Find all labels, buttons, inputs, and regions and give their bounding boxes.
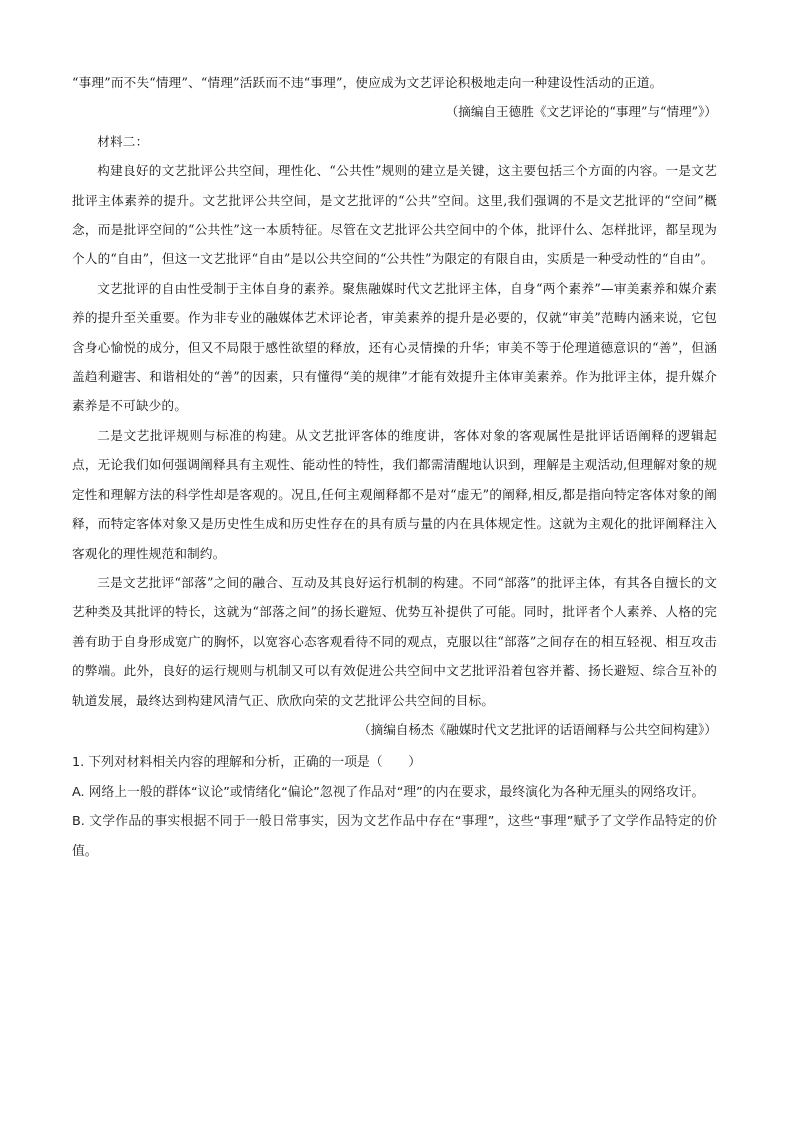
- material-2-paragraph-4: 三是文艺批评“部落”之间的融合、互动及其良好运行机制的构建。不同“部落”的批评主体，有其各自擅长的文艺种类及其批评的特长，这就为“部落之间”的扬长避短、优势互补提供了可能。同时，批评者个人素养、人格的完善有助于自身形成宽广的胸怀，以宽容心态客观看待不同的观点，克服以往“部落”之间存在的相互轻视、相互攻击的弊端。此外，良好的运行规则与机制又可以有效促进公共空间中文艺批评沿着包容并蓄、扬长避短、综合互补的轨道发展，最终达到构建风清气正、欣欣向荣的文艺批评公共空间的目标。: [72, 574, 717, 708]
- question-1: 1. 下列对材料相关内容的理解和分析，正确的一项是（ ）: [72, 755, 421, 771]
- document-content: [72, 68, 717, 866]
- continued-paragraph: “事理”而不失“情理”、“情理”活跃而不违“事理”，使应成为文艺评论积极地走向一种建设性活动的正道。: [72, 75, 663, 90]
- option-a: A. 网络上一般的群体“议论”或情绪化“偏论”忽视了作品对“理”的内在要求，最终演化为各种无厘头的网络攻讦。: [72, 784, 705, 800]
- material-2-paragraph-1: 构建良好的文艺批评公共空间，理性化、“公共性”规则的建立是关键，这主要包括三个方面的内容。一是文艺批评主体素养的提升。文艺批评公共空间，是文艺批评的“公共”空间。这里,我们强调的不是文艺批评的“空间”概念，而是批评空间的“公共性”这一本质特征。尽管在文艺批评公共空间中的个体，批评什么、怎样批评，都呈现为个人的“自由”，但这一文艺批评“自由”是以公共空间的“公共性”为限定的有限自由，实质是一种受动性的“自由”。: [72, 163, 717, 267]
- material-2-paragraph-2: 文艺批评的自由性受制于主体自身的素养。聚焦融媒时代文艺批评主体，自身“两个素养”—审美素养和媒介素养的提升至关重要。作为非专业的融媒体艺术评论者，审美素养的提升是必要的，仅就“审美”范畴内涵来说，它包含身心愉悦的成分，但又不局限于感性欲望的释放，还有心灵情操的升华；审美不等于伦理道德意识的“善”，但涵盖趋利避害、和谐相处的“善”的因素，只有懂得“美的规律”才能有效提升主体审美素养。作为批评主体，提升媒介素养是不可缺少的。: [72, 280, 717, 414]
- material-2-title: 材料二：: [97, 133, 149, 149]
- material-2-paragraph-3: 二是文艺批评规则与标准的构建。从文艺批评客体的维度讲，客体对象的客观属性是批评话语阐释的逻辑起点，无论我们如何强调阐释具有主观性、能动性的特性，我们都需清醒地认识到，理解是主观活动,但理解对象的规定性和理解方法的科学性却是客观的。况且,任何主观阐释都不是对“虚无”的阐释,相反,都是指向特定客体对象的阐释，而特定客体对象又是历史性生成和历史性存在的具有质与量的内在具体规定性。这就为主观化的批评阐释注入客观化的理性规范和制约。: [72, 427, 717, 561]
- source-citation-1: （摘编自王德胜《文艺评论的“事理”与“情理”》）: [445, 104, 717, 120]
- option-b: B. 文学作品的事实根据不同于一般日常事实，因为文艺作品中存在“事理”，这些“事理”赋予了文学作品特定的价值。: [72, 814, 717, 859]
- source-citation-2: （摘编自杨杰《融媒时代文艺批评的话语阐释与公共空间构建》）: [358, 721, 717, 737]
